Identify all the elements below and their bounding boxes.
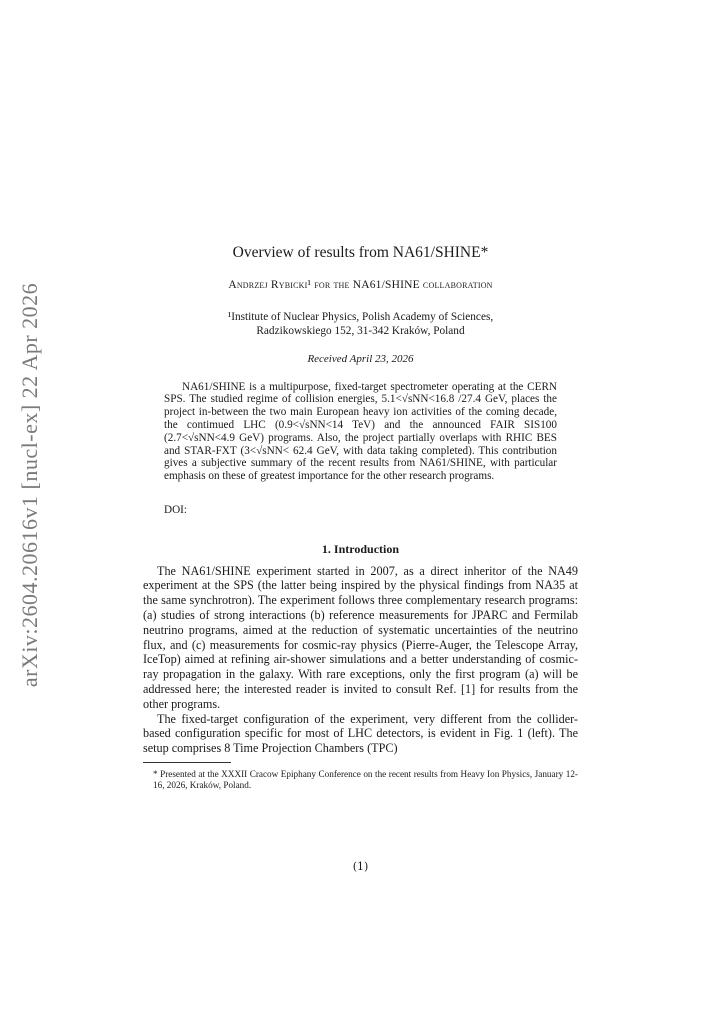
affiliation-line-2: Radzikowskiego 152, 31-342 Kraków, Poland <box>256 325 465 338</box>
arxiv-identifier <box>10 282 50 688</box>
section-heading-introduction: 1. Introduction <box>321 541 400 556</box>
received-date: Received April 23, 2026 <box>307 352 414 365</box>
arxiv-identifier-text: arXiv:2604.20616v1 [nucl-ex] 22 Apr 2026 <box>17 282 43 688</box>
page-number: (1) <box>352 860 369 873</box>
footnote: * Presented at the XXXII Cracow Epiphany Conference on the recent results from Heavy Ion Physics, January 12-16, 2026, Kraków, Poland. <box>153 768 578 791</box>
footnote-rule <box>143 762 231 763</box>
affiliation-line-1: ¹Institute of Nuclear Physics, Polish Academy of Sciences, <box>227 310 494 323</box>
abstract: NA61/SHINE is a multipurpose, fixed-target spectrometer operating at the CERN SPS. The studied regime of collision energies, 5.1<√sNN<16.8 /27.4 GeV, places the project in-between the two main European heavy ion activities of the coming decade, the contimued LHC (0.9<√sNN<14 TeV) and the announced FAIR SIS100 (2.7<√sNN<4.9 GeV) programs. Also, the project partially overlaps with RHIC BES and STAR-FXT (3<√sNN< 62.4 GeV, with data taking completed). This contribution gives a subjective summary of the recent results from NA61/SHINE, with particular emphasis on these of greatest importance for the other research programs. <box>164 380 557 483</box>
affiliation <box>143 310 578 339</box>
paper-title: Overview of results from NA61/SHINE* <box>232 244 489 261</box>
doi-label: DOI: <box>164 503 187 516</box>
intro-paragraph-2: The fixed-target configuration of the experiment, very different from the collider-based configuration specific for most of LHC detectors, is evident in Fig. 1 (left). The setup comprises 8 Time Projection Chambers (TPC) <box>143 711 578 756</box>
paper-body <box>143 246 578 792</box>
intro-paragraph-1: The NA61/SHINE experiment started in 2007, as a direct inheritor of the NA49 experiment at the SPS (the latter being inspired by the physical findings from NA35 at the same synchrotron). The experiment follows three complementary research programs: (a) studies of strong interactions (b) reference measurements for JPARC and Fermilab neutrino programs, aimed at the reduction of systematic uncertainties of the neutrino flux, and (c) measurements for cosmic-ray physics (Pierre-Auger, the Telescope Array, IceTop) aimed at refining air-shower simulations and a better understanding of cosmic-ray propagation in the galaxy. With rare exceptions, only the first program (a) will be addressed here; the interested reader is invited to consult Ref. [1] for results from the other programs. <box>143 563 578 711</box>
author-line: Andrzej Rybicki¹ for the NA61/SHINE collaboration <box>228 278 493 291</box>
